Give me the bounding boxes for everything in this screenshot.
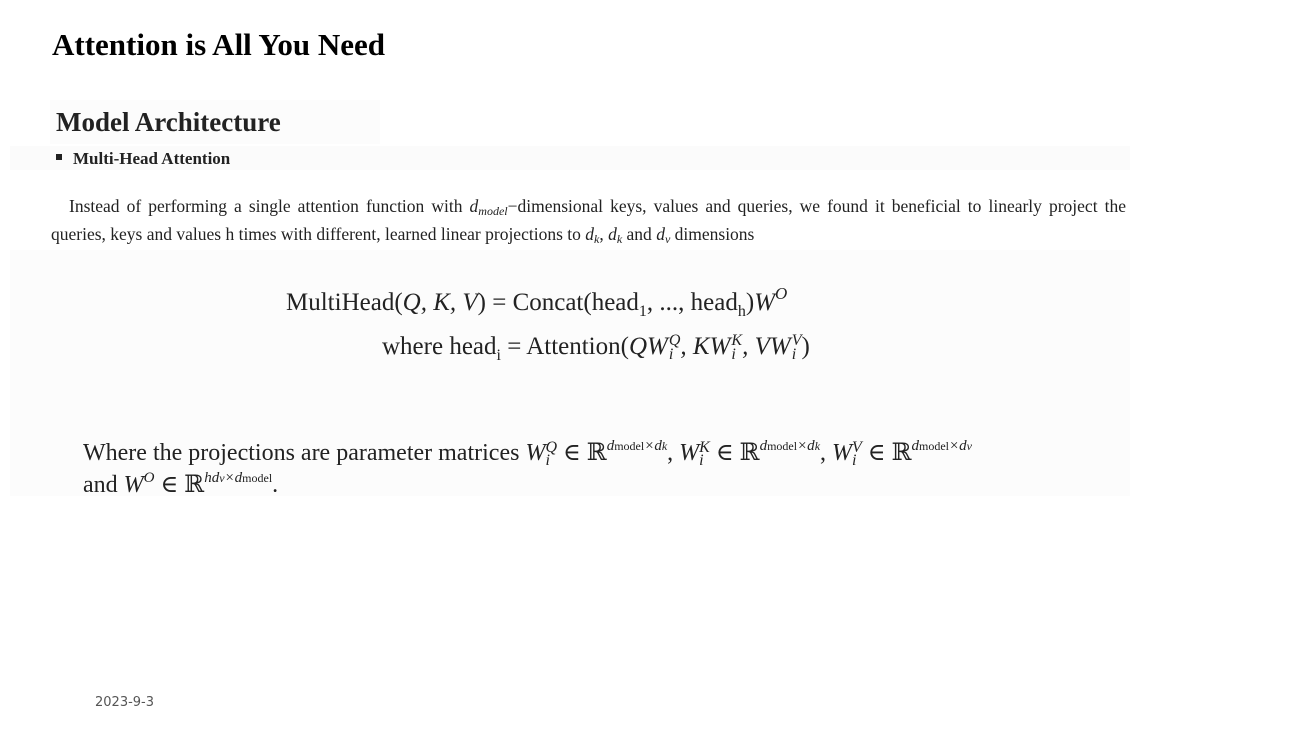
paragraph-part1: Instead of performing a single attention function with: [69, 196, 470, 216]
proj-r2-rest: ×d: [797, 438, 815, 454]
eq2-qsub: i: [668, 346, 674, 364]
var-dk1: d: [585, 224, 594, 244]
proj-in3: ∈ ℝ: [861, 440, 912, 466]
square-bullet-icon: [56, 154, 62, 160]
proj-c1: ,: [667, 440, 680, 466]
var-dk2-sub: k: [616, 232, 623, 246]
eq2-subi: i: [496, 347, 501, 364]
proj-wk: W: [679, 440, 700, 466]
proj-in1: ∈ ℝ: [557, 440, 607, 466]
var-dk2: d: [608, 224, 617, 244]
eq1-lhs: MultiHead(: [286, 289, 403, 316]
proj-wo-sup: O: [143, 470, 155, 486]
proj-wq-sup: Q: [545, 439, 557, 457]
proj-wo: W: [123, 472, 144, 498]
eq2-k: , KW: [680, 333, 731, 360]
proj-r1-k: k: [661, 439, 668, 453]
proj-r3-v: v: [966, 439, 972, 453]
footer-date: 2023-9-3: [95, 695, 155, 710]
proj-in2: ∈ ℝ: [709, 440, 760, 466]
proj-c2: ,: [820, 440, 833, 466]
proj-r1-rest: ×d: [644, 438, 662, 454]
equation-head-i: [382, 332, 810, 362]
var-dmodel-sub: model: [478, 204, 508, 218]
projection-line-2: [83, 470, 278, 500]
eq1-args: Q, K, V: [402, 289, 478, 316]
paragraph-sep: ,: [599, 224, 609, 244]
eq2-eq: = Attention(: [500, 333, 629, 360]
var-dv-sub: v: [664, 232, 671, 246]
proj-and: and: [83, 472, 124, 498]
eq1-mid: , ..., head: [646, 289, 738, 316]
proj-wv-sup: V: [852, 439, 862, 457]
proj-end: .: [272, 472, 279, 498]
proj-r2-model: model: [767, 439, 798, 453]
eq2-ksup: K: [731, 332, 743, 350]
projection-line-1: [83, 438, 972, 468]
eq1-sub1: 1: [638, 303, 647, 320]
proj-r2-k: k: [814, 439, 821, 453]
proj-r1-d: d: [606, 438, 615, 454]
var-dmodel: d: [469, 196, 479, 216]
bullet-label: Multi-Head Attention: [73, 149, 231, 168]
proj-wq-sub: i: [545, 452, 550, 470]
paragraph-part2: −dimensional keys, values and queries, we found it beneficial to linearly project the queries, keys and values h times with different, learned linear projections to: [51, 196, 1127, 244]
eq2-v: , VW: [742, 333, 791, 360]
eq2-where: where head: [382, 333, 497, 360]
equation-multihead: [286, 284, 788, 320]
eq2-ksub: i: [731, 346, 736, 364]
paragraph-and: and: [622, 224, 657, 244]
eq1-close: ): [745, 289, 755, 316]
proj-intro: Where the projections are parameter matrices: [83, 440, 526, 466]
section-title: Model Architecture: [56, 107, 281, 137]
paragraph-tail: dimensions: [670, 224, 755, 244]
proj-r1-model: model: [614, 439, 645, 453]
var-dk1-sub: k: [594, 232, 600, 246]
slide-title: Attention is All You Need: [52, 27, 385, 62]
proj-wk-sup: K: [699, 439, 710, 457]
eq1-eq: ) = Concat(head: [477, 289, 639, 316]
eq1-subh: h: [737, 303, 746, 320]
proj-r3-model: model: [919, 439, 950, 453]
eq2-vsub: i: [791, 346, 797, 364]
eq1-w: W: [754, 289, 776, 316]
var-dv: d: [656, 224, 665, 244]
proj-wv: W: [832, 440, 853, 466]
proj-r4-x: ×d: [224, 470, 243, 486]
proj-r3-rest: ×d: [949, 438, 967, 454]
proj-wq: W: [525, 440, 546, 466]
eq2-vsup: V: [791, 332, 802, 350]
proj-wk-sub: i: [699, 452, 704, 470]
eq2-qsup: Q: [668, 332, 681, 350]
eq1-wsup: O: [775, 284, 788, 303]
proj-wv-sub: i: [852, 452, 857, 470]
eq2-close: ): [801, 333, 810, 360]
proj-r4-hd: hd: [204, 470, 220, 486]
proj-r3-d: d: [911, 438, 920, 454]
proj-r4-model: model: [242, 471, 273, 485]
body-paragraph: [51, 192, 1126, 248]
proj-r4-v: v: [219, 471, 225, 485]
proj-r2-d: d: [759, 438, 768, 454]
eq2-q: QW: [628, 333, 668, 360]
proj-in4: ∈ ℝ: [154, 472, 205, 498]
